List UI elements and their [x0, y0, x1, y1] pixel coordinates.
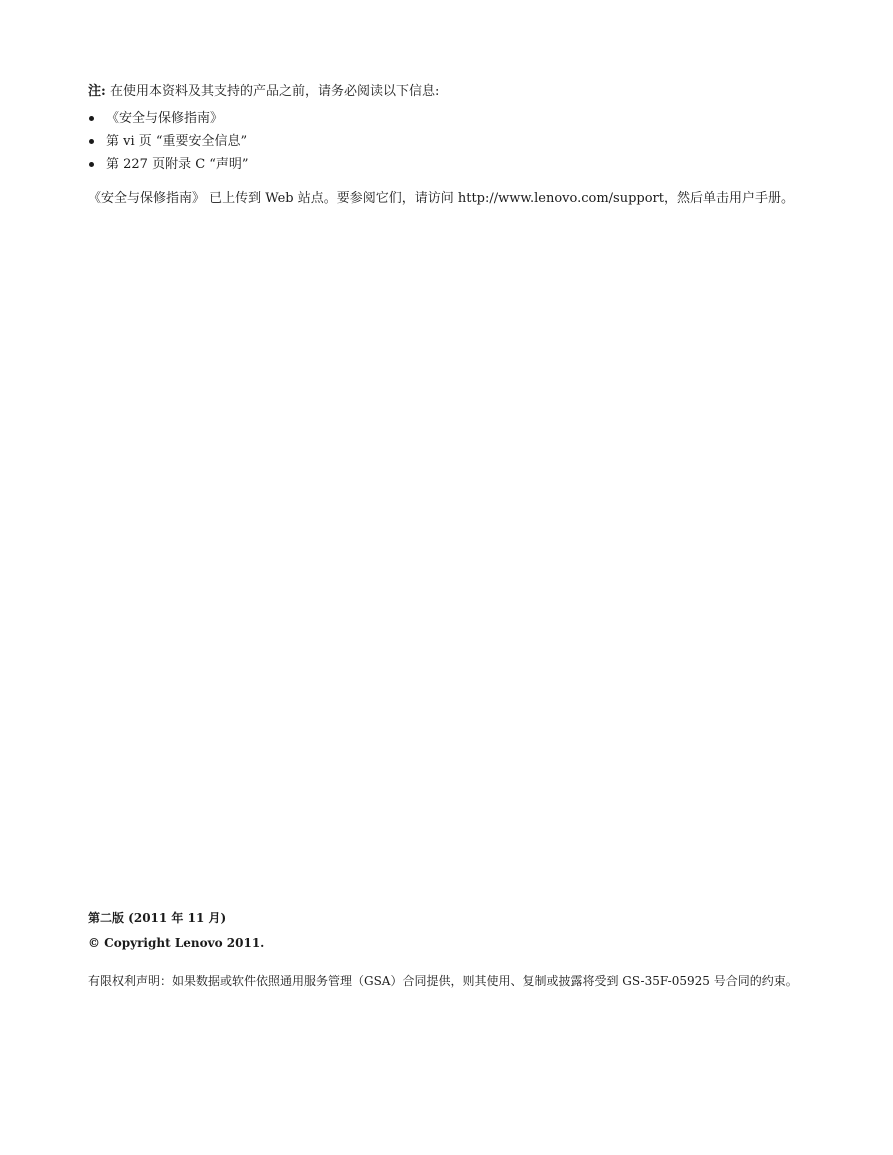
bullet-icon [89, 162, 94, 167]
copyright-line: © Copyright Lenovo 2011. [88, 936, 265, 950]
list-item-text: 第 vi 页 “重要安全信息” [106, 134, 248, 149]
list-item [88, 107, 800, 130]
list-item [88, 130, 800, 153]
bullet-icon [89, 139, 94, 144]
list-item-text: 《安全与保修指南》 [106, 111, 224, 126]
rights-notice: 有限权利声明：如果数据或软件依照通用服务管理（GSA）合同提供，则其使用、复制或披露将受到 GS-35F-05925 号合同的约束。 [88, 974, 798, 988]
note-label: 注: [88, 84, 106, 99]
edition-line: 第二版 (2011 年 11 月) [88, 911, 227, 925]
list-item-text: 第 227 页附录 C “声明” [106, 157, 249, 172]
note-line [88, 82, 800, 102]
bullet-list [88, 107, 800, 176]
note-text: 在使用本资料及其支持的产品之前，请务必阅读以下信息: [105, 84, 440, 99]
support-paragraph: 《安全与保修指南》 已上传到 Web 站点。要参阅它们，请访问 http://www.lenovo.com/support，然后单击用户手册。 [88, 191, 794, 206]
bullet-icon [89, 116, 94, 121]
list-item [88, 153, 800, 176]
